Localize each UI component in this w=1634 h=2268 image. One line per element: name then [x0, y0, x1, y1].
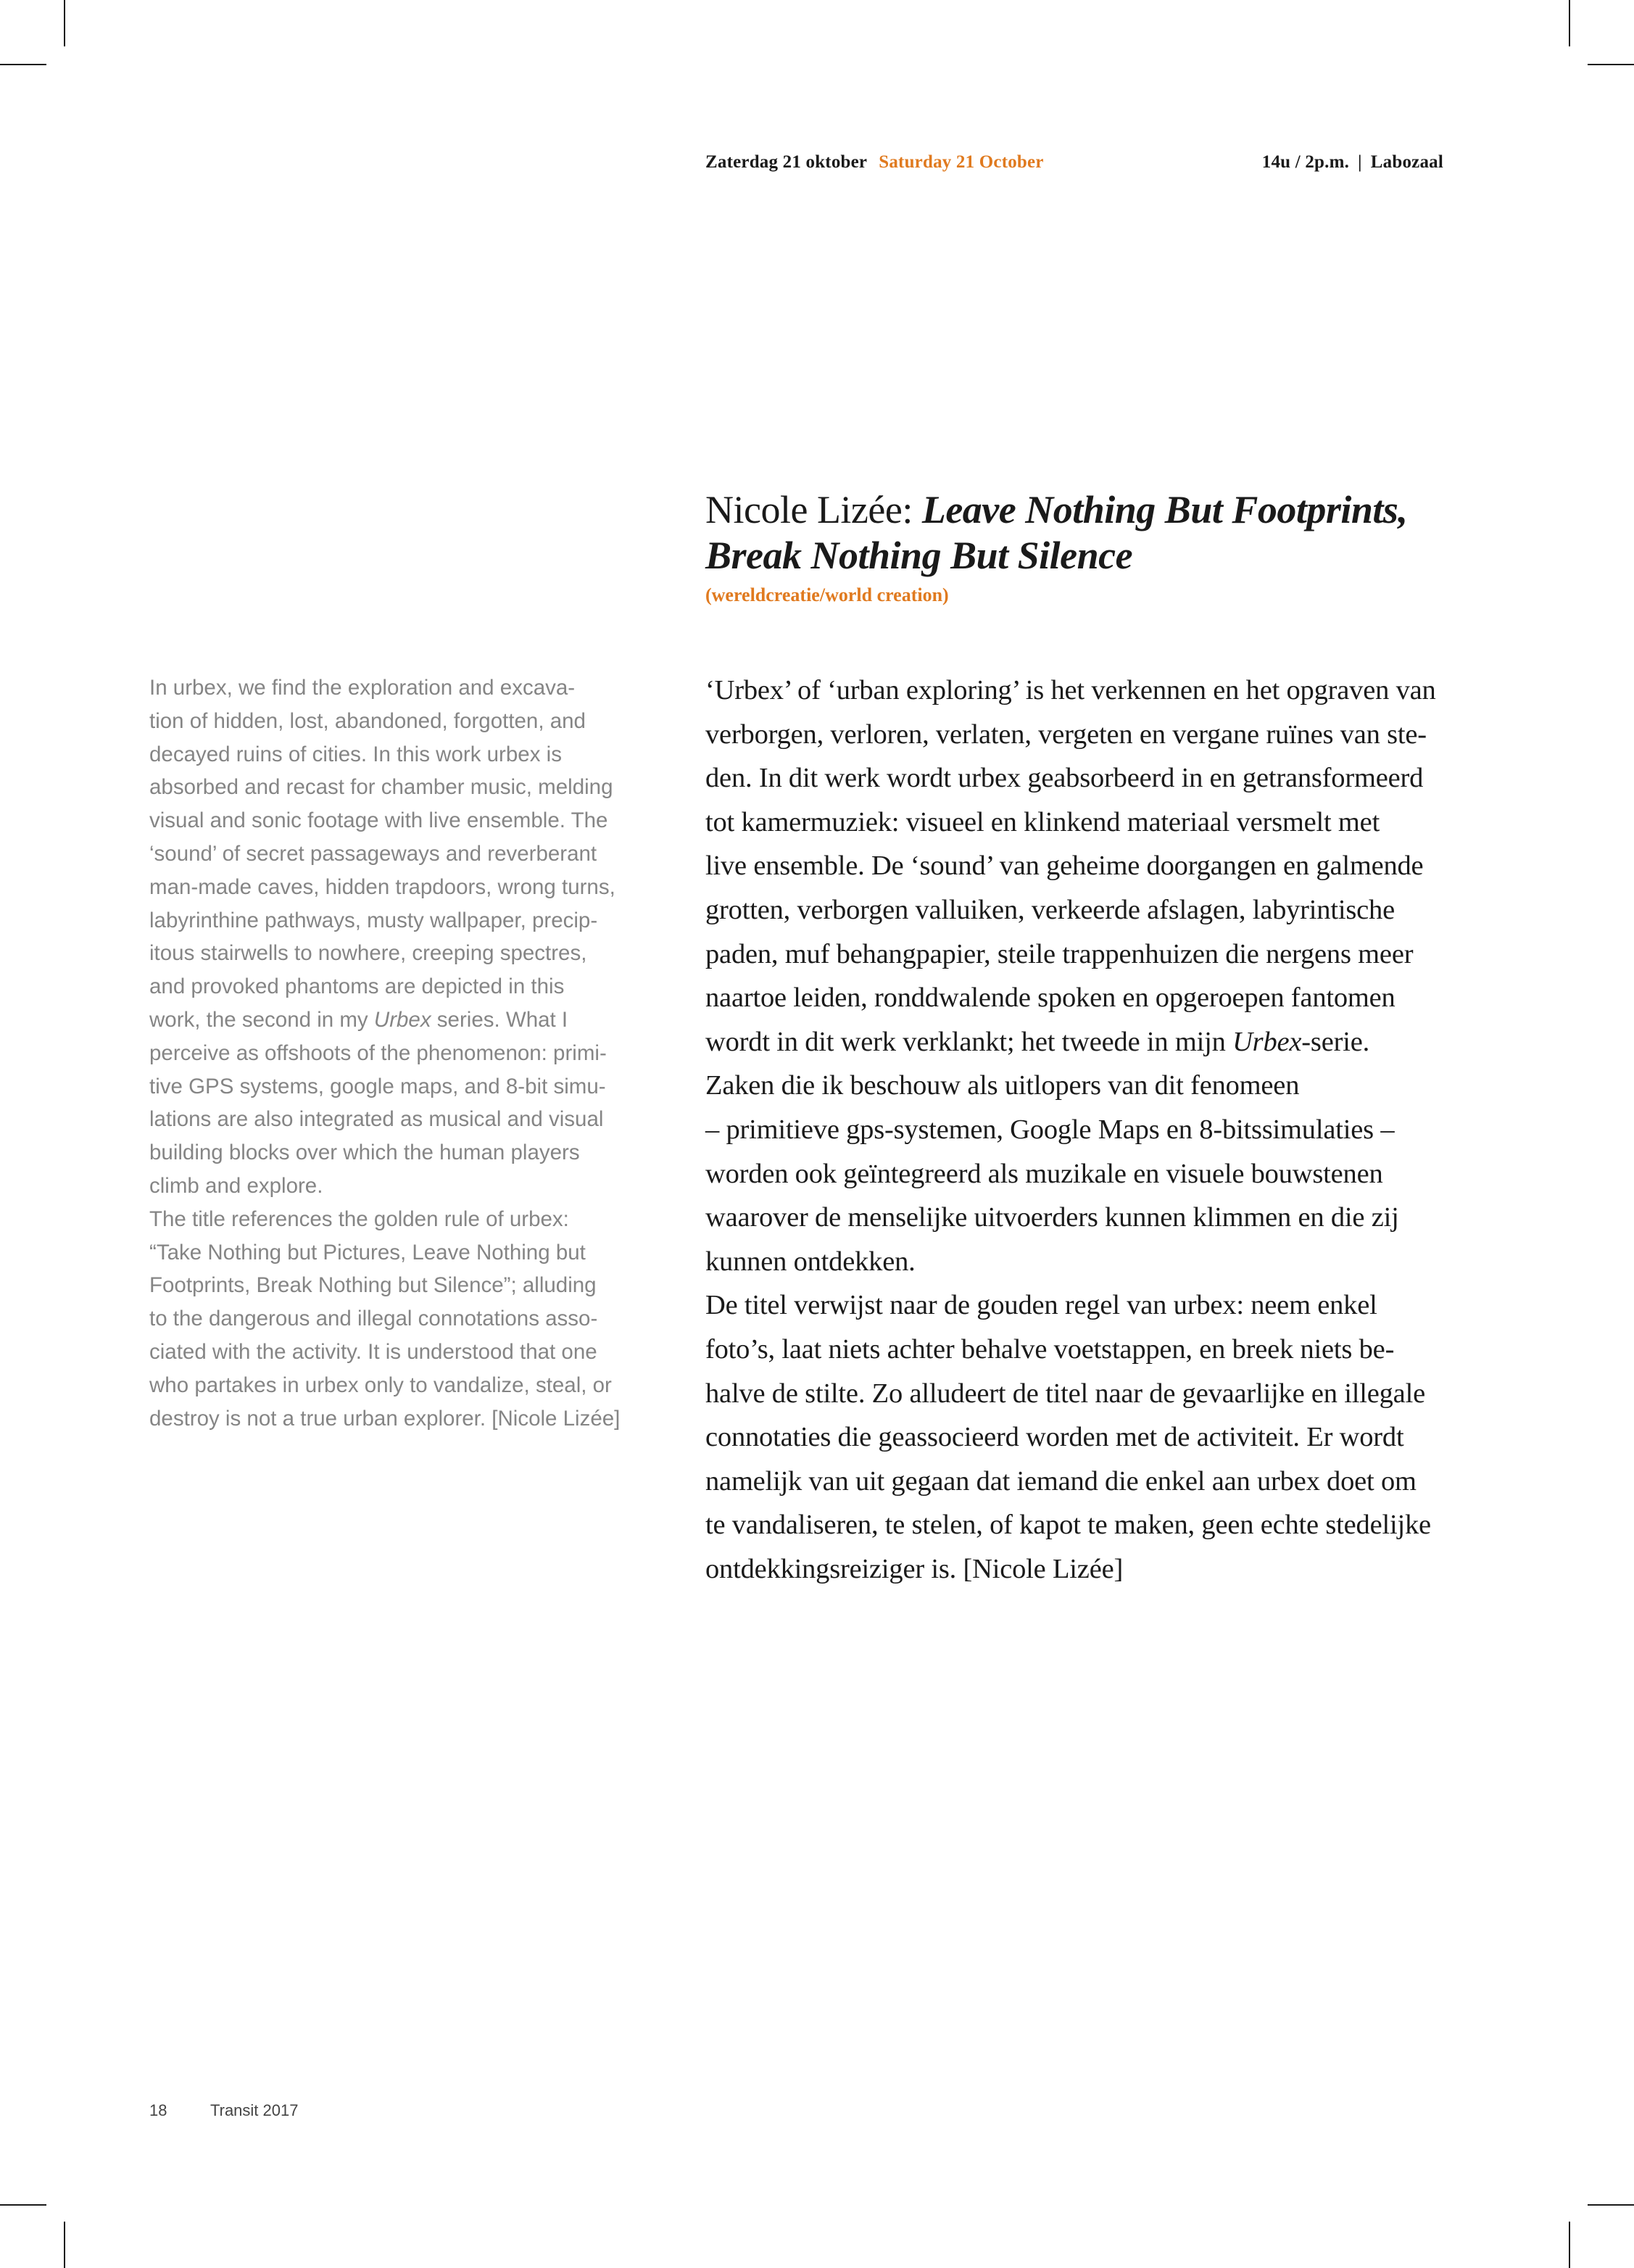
page-number: 18	[149, 2101, 167, 2119]
english-line: perceive as offshoots of the phenomenon: primi-	[149, 1040, 607, 1065]
header-date	[705, 152, 1044, 173]
english-line-part: series. What I	[431, 1007, 568, 1032]
english-description	[149, 671, 657, 1435]
english-line	[149, 1003, 657, 1037]
english-line: lations are also integrated as musical and visual	[149, 1107, 604, 1132]
page-title	[705, 487, 1459, 579]
dutch-line: te vandaliseren, te stelen, of kapot te maken, geen echte stedelijke	[705, 1510, 1431, 1541]
english-line: who partakes in urbex only to vandalize, steal, or	[149, 1373, 612, 1397]
crop-mark-top-left-vertical	[64, 0, 65, 46]
crop-mark-bottom-right-vertical	[1569, 2222, 1570, 2268]
english-line: visual and sonic footage with live ensemble. The	[149, 808, 608, 833]
english-line: labyrinthine pathways, musty wallpaper, precip-	[149, 908, 598, 932]
crop-mark-top-right-horizontal	[1588, 64, 1634, 65]
dutch-line-part: wordt in dit werk verklankt; het tweede in mijn	[705, 1026, 1233, 1057]
dutch-line: live ensemble. De ‘sound’ van geheime doorgangen en galmende	[705, 850, 1424, 882]
english-line: ciated with the activity. It is understood that one	[149, 1339, 597, 1364]
header-separator: |	[1358, 152, 1362, 172]
crop-mark-top-right-vertical	[1569, 0, 1570, 46]
english-line: building blocks over which the human players	[149, 1141, 580, 1165]
english-series-name: Urbex	[373, 1007, 431, 1032]
english-line: Footprints, Break Nothing but Silence”; alluding	[149, 1273, 597, 1298]
dutch-line	[705, 1020, 1456, 1064]
dutch-line-part: -serie.	[1301, 1026, 1370, 1057]
english-line-part: work, the second in my	[149, 1007, 374, 1032]
crop-mark-bottom-right-horizontal	[1588, 2204, 1634, 2206]
dutch-line: naartoe leiden, ronddwalende spoken en opgeroepen fantomen	[705, 982, 1395, 1014]
header-time: 14u / 2p.m.	[1261, 152, 1350, 172]
header-date-english: Saturday 21 October	[879, 152, 1044, 172]
english-line: destroy is not a true urban explorer. [Nicole Lizée]	[149, 1406, 621, 1431]
dutch-line: waarover de menselijke uitvoerders kunnen klimmen en die zij	[705, 1202, 1399, 1233]
dutch-series-name: Urbex	[1232, 1026, 1302, 1057]
header-date-dutch: Zaterdag 21 oktober	[705, 152, 868, 172]
title-subtitle: (wereldcreatie/world creation)	[705, 584, 949, 605]
english-line: In urbex, we find the exploration and excava-	[149, 676, 576, 700]
dutch-line: grotten, verborgen valluiken, verkeerde afslagen, labyrintische	[705, 894, 1395, 925]
english-line: “Take Nothing but Pictures, Leave Nothing but	[149, 1240, 586, 1265]
english-line: man-made caves, hidden trapdoors, wrong turns,	[149, 874, 615, 899]
dutch-line: verborgen, verloren, verlaten, vergeten en vergane ruïnes van ste-	[705, 719, 1427, 750]
dutch-line: kunnen ontdekken.	[705, 1246, 916, 1277]
english-line: tion of hidden, lost, abandoned, forgotten, and	[149, 708, 586, 733]
crop-mark-bottom-left-horizontal	[0, 2204, 46, 2206]
running-header	[705, 152, 1443, 181]
english-line: absorbed and recast for chamber music, melding	[149, 775, 613, 800]
english-line: The title references the golden rule of urbex:	[149, 1207, 569, 1231]
english-line: itous stairwells to nowhere, creeping spectres,	[149, 941, 587, 966]
english-line: decayed ruins of cities. In this work urbex is	[149, 742, 562, 766]
dutch-line: paden, muf behangpapier, steile trappenhuizen die nergens meer	[705, 938, 1414, 969]
english-line: ‘sound’ of secret passageways and reverberant	[149, 841, 597, 866]
title-work-line-1: Leave Nothing But Footprints,	[921, 488, 1408, 531]
publication-name: Transit 2017	[210, 2101, 299, 2119]
dutch-line: den. In dit werk wordt urbex geabsorbeerd in en getransformeerd	[705, 763, 1424, 794]
english-line: and provoked phantoms are depicted in this	[149, 974, 565, 999]
dutch-line: ‘Urbex’ of ‘urban exploring’ is het verkennen en het opgraven van	[705, 675, 1436, 705]
english-line: climb and explore.	[149, 1173, 323, 1198]
dutch-line: foto’s, laat niets achter behalve voetstappen, en breek niets be-	[705, 1333, 1395, 1365]
dutch-line: worden ook geïntegreerd als muzikale en visuele bouwstenen	[705, 1158, 1383, 1189]
english-line: tive GPS systems, google maps, and 8-bit simu-	[149, 1074, 606, 1098]
dutch-line: Zaken die ik beschouw als uitlopers van dit fenomeen	[705, 1070, 1300, 1101]
header-time-venue	[1262, 152, 1443, 173]
dutch-line: ontdekkingsreiziger is. [Nicole Lizée]	[705, 1553, 1124, 1584]
crop-mark-top-left-horizontal	[0, 64, 46, 65]
dutch-line: connotaties die geassocieerd worden met de activiteit. Er wordt	[705, 1422, 1404, 1453]
dutch-line: De titel verwijst naar de gouden regel van urbex: neem enkel	[705, 1290, 1377, 1321]
dutch-line: – primitieve gps-systemen, Google Maps en 8-bitssimulaties –	[705, 1114, 1395, 1145]
dutch-line: tot kamermuziek: visueel en klinkend materiaal versmelt met	[705, 806, 1380, 837]
english-line: to the dangerous and illegal connotations asso-	[149, 1307, 598, 1331]
header-venue: Labozaal	[1370, 152, 1443, 172]
title-composer: Nicole Lizée:	[705, 488, 913, 531]
dutch-description	[705, 669, 1456, 1591]
dutch-line: namelijk van uit gegaan dat iemand die enkel aan urbex doet om	[705, 1465, 1417, 1497]
dutch-line: halve de stilte. Zo alludeert de titel naar de gevaarlijke en illegale	[705, 1378, 1425, 1409]
crop-mark-bottom-left-vertical	[64, 2222, 65, 2268]
title-work-line-2: Break Nothing But Silence	[705, 534, 1133, 577]
